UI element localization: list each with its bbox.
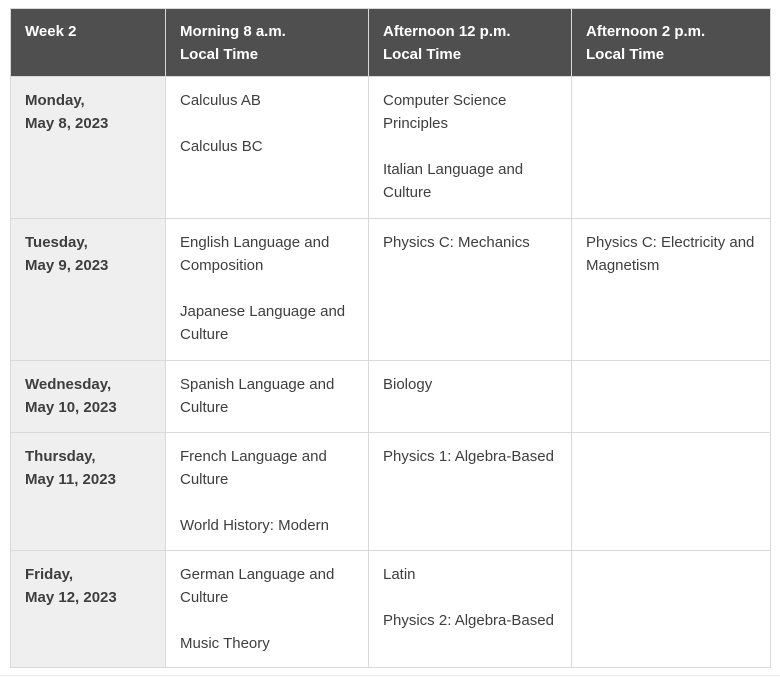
noon-cell-thursday bbox=[369, 433, 572, 551]
course-item: Calculus BC bbox=[180, 138, 263, 155]
course-item: Music Theory bbox=[180, 635, 270, 652]
header-morning-label-line2: Local Time bbox=[180, 46, 259, 63]
day-name: Friday, bbox=[25, 566, 74, 583]
noon-cell-monday bbox=[369, 77, 572, 219]
course-item: Physics C: Mechanics bbox=[383, 234, 530, 251]
afternoon-cell-wednesday bbox=[572, 361, 771, 433]
table-header bbox=[11, 9, 771, 77]
morning-cell-monday bbox=[166, 77, 369, 219]
course-item: Latin bbox=[383, 566, 416, 583]
course-item: Physics 1: Algebra-Based bbox=[383, 448, 554, 465]
header-row bbox=[11, 9, 771, 77]
header-afternoon-2pm bbox=[572, 9, 771, 77]
course-item: Japanese Language and Culture bbox=[180, 303, 346, 343]
course-item: Biology bbox=[383, 376, 433, 393]
course-item: Calculus AB bbox=[180, 92, 261, 109]
exam-schedule-table bbox=[10, 8, 771, 668]
morning-cell-thursday bbox=[166, 433, 369, 551]
page-bottom-divider bbox=[0, 675, 780, 676]
day-cell-tuesday bbox=[11, 219, 166, 361]
day-cell-friday bbox=[11, 551, 166, 668]
day-name: Tuesday, bbox=[25, 234, 88, 251]
course-item: German Language and Culture bbox=[180, 566, 335, 606]
morning-cell-wednesday bbox=[166, 361, 369, 433]
morning-cell-friday bbox=[166, 551, 369, 668]
course-item: World History: Modern bbox=[180, 517, 329, 534]
day-name: Thursday, bbox=[25, 448, 96, 465]
table-row-monday bbox=[11, 77, 771, 219]
day-date: May 8, 2023 bbox=[25, 115, 109, 132]
afternoon-cell-friday bbox=[572, 551, 771, 668]
table-row-friday bbox=[11, 551, 771, 668]
header-afternoon-label-line1: Afternoon 2 p.m. bbox=[586, 23, 706, 40]
day-date: May 9, 2023 bbox=[25, 257, 109, 274]
day-date: May 10, 2023 bbox=[25, 399, 117, 416]
day-name: Wednesday, bbox=[25, 376, 112, 393]
table-row-wednesday bbox=[11, 361, 771, 433]
noon-cell-wednesday bbox=[369, 361, 572, 433]
course-item: French Language and Culture bbox=[180, 448, 327, 488]
table-body bbox=[11, 77, 771, 668]
exam-schedule bbox=[10, 8, 770, 668]
afternoon-cell-thursday bbox=[572, 433, 771, 551]
table-row-thursday bbox=[11, 433, 771, 551]
header-morning-8am bbox=[166, 9, 369, 77]
header-afternoon-12pm bbox=[369, 9, 572, 77]
header-afternoon-label-line2: Local Time bbox=[586, 46, 665, 63]
course-item: Physics C: Electricity and Magnetism bbox=[586, 234, 755, 274]
day-date: May 12, 2023 bbox=[25, 589, 117, 606]
afternoon-cell-tuesday bbox=[572, 219, 771, 361]
noon-cell-friday bbox=[369, 551, 572, 668]
noon-cell-tuesday bbox=[369, 219, 572, 361]
day-name: Monday, bbox=[25, 92, 85, 109]
day-date: May 11, 2023 bbox=[25, 471, 116, 488]
day-cell-monday bbox=[11, 77, 166, 219]
header-week bbox=[11, 9, 166, 77]
course-item: Physics 2: Algebra-Based bbox=[383, 612, 554, 629]
course-item: English Language and Composition bbox=[180, 234, 330, 274]
course-item: Computer Science Principles bbox=[383, 92, 507, 132]
morning-cell-tuesday bbox=[166, 219, 369, 361]
course-item: Spanish Language and Culture bbox=[180, 376, 335, 416]
afternoon-cell-monday bbox=[572, 77, 771, 219]
header-morning-label-line1: Morning 8 a.m. bbox=[180, 23, 286, 40]
course-item: Italian Language and Culture bbox=[383, 161, 524, 201]
header-noon-label-line2: Local Time bbox=[383, 46, 462, 63]
day-cell-wednesday bbox=[11, 361, 166, 433]
header-week-label: Week 2 bbox=[25, 23, 77, 40]
day-cell-thursday bbox=[11, 433, 166, 551]
table-row-tuesday bbox=[11, 219, 771, 361]
header-noon-label-line1: Afternoon 12 p.m. bbox=[383, 23, 511, 40]
